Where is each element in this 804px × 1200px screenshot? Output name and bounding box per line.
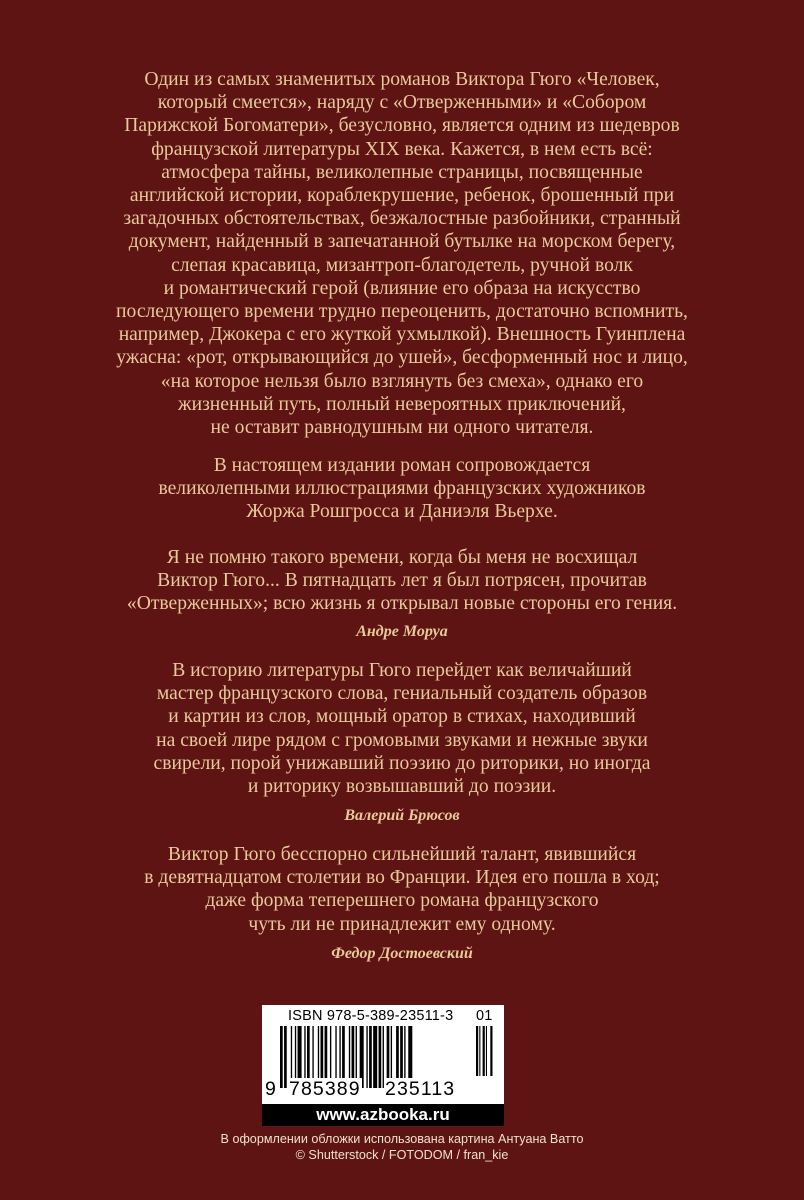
description-text xyxy=(102,68,702,439)
description-line: загадочных обстоятельствах, безжалостные разбойники, странный xyxy=(123,208,681,230)
barcode-addon-bar xyxy=(483,1026,485,1076)
isbn-addon: 01 xyxy=(476,1008,493,1024)
description-line: слепая красавица, мизантроп-благодетель, ручной волк xyxy=(171,254,633,276)
barcode-digits-left: 785389 xyxy=(289,1078,361,1100)
description-line: и романтический герой (влияние его образа на искусство xyxy=(163,277,641,299)
barcode-digits-right: 235113 xyxy=(385,1078,456,1100)
quote-author: Валерий Брюсов xyxy=(344,807,460,824)
credit-line: © Shutterstock / FOTODOM / fran_kie xyxy=(295,1148,509,1162)
quote-maurois xyxy=(102,546,702,616)
quote-line: в девятнадцатом столетии во Франции. Идея его пошла в ход; xyxy=(144,867,660,889)
edition-note-line: В настоящем издании роман сопровождается xyxy=(213,455,591,476)
description-line: последующего времени трудно переоценить, достаточно вспомнить, xyxy=(116,301,688,323)
barcode-addon-bar xyxy=(476,1026,478,1076)
credit-line: В оформлении обложки использована картина Антуана Ватто xyxy=(220,1132,584,1146)
barcode-addon-bar xyxy=(486,1026,487,1076)
barcode-digit-first: 9 xyxy=(265,1078,277,1100)
quote-line: чуть ли не принадлежит ему одному. xyxy=(248,913,556,935)
quote-line: и риторику возвышавший до поэзии. xyxy=(247,776,557,798)
quote-line: даже форма теперешнего романа французского xyxy=(205,890,599,912)
cover-credit xyxy=(102,1131,702,1147)
isbn-label xyxy=(288,1008,502,1024)
quote-line: Я не помню такого времени, когда бы меня не восхищал xyxy=(166,547,638,568)
quote-bryusov xyxy=(102,659,702,798)
quote-dostoevsky xyxy=(102,843,702,936)
description-line: «на которое нельзя было взглянуть без смеха», однако его xyxy=(160,370,644,392)
edition-note-line: великолепными иллюстрациями французских художников xyxy=(158,478,646,500)
quote-line: «Отверженных»; всю жизнь я открывал новые стороны его гения. xyxy=(126,593,678,615)
description-line: ужасна: «рот, открывающийся до ушей», бесформенный нос и лицо, xyxy=(116,347,688,369)
description-line: жизненный путь, полный невероятных приключений, xyxy=(178,393,626,415)
quote-line: на своей лире рядом с громовыми звуками и нежные звуки xyxy=(156,729,648,751)
description-line: английской истории, кораблекрушение, ребенок, брошенный при xyxy=(129,185,675,207)
edition-note-line: Жоржа Рошгросса и Даниэля Вьерхе. xyxy=(246,501,558,523)
publisher-website: www.azbooka.ru xyxy=(262,1104,504,1126)
description-line: не оставит равнодушным ни одного читателя. xyxy=(210,417,594,439)
quote-author: Андре Моруа xyxy=(356,623,448,640)
description-line: атмосфера тайны, великолепные страницы, посвященные xyxy=(161,161,643,183)
edition-note xyxy=(102,454,702,524)
quote-line: и картин из слов, мощный оратор в стихах, находивший xyxy=(168,706,636,728)
description-line: Парижской Богоматери», безусловно, является одним из шедевров xyxy=(124,115,680,137)
photo-credit xyxy=(102,1147,702,1163)
description-line: документ, найденный в запечатанной бутылке на морском берегу, xyxy=(128,231,676,253)
quote-line: мастер французского слова, гениальный создатель образов xyxy=(156,683,648,705)
quote-line: Виктор Гюго... В пятнадцать лет я был потрясен, прочитав xyxy=(157,570,647,592)
quote-line: свирели, порой унижавший поэзию до риторики, но иногда xyxy=(153,752,651,774)
isbn-number: ISBN 978-5-389-23511-3 xyxy=(288,1008,454,1024)
quote-line: В историю литературы Гюго перейдет как величайший xyxy=(172,660,632,681)
description-line: французской литературы XIX века. Кажется, в нем есть всё: xyxy=(151,138,653,160)
description-line: например, Джокера с его жуткой ухмылкой). Внешность Гуинплена xyxy=(118,324,686,346)
quote-line: Виктор Гюго бесспорно сильнейший талант, явившийся xyxy=(167,844,637,865)
barcode-digits xyxy=(262,1078,504,1100)
description-line: который смеется», наряду с «Отверженными» и «Собором xyxy=(157,92,647,114)
barcode-addon-bar xyxy=(479,1026,480,1076)
description-line: Один из самых знаменитых романов Виктора Гюго «Человек, xyxy=(144,69,660,90)
quote-author: Федор Достоевский xyxy=(331,945,473,962)
barcode-addon-bar xyxy=(490,1026,492,1076)
